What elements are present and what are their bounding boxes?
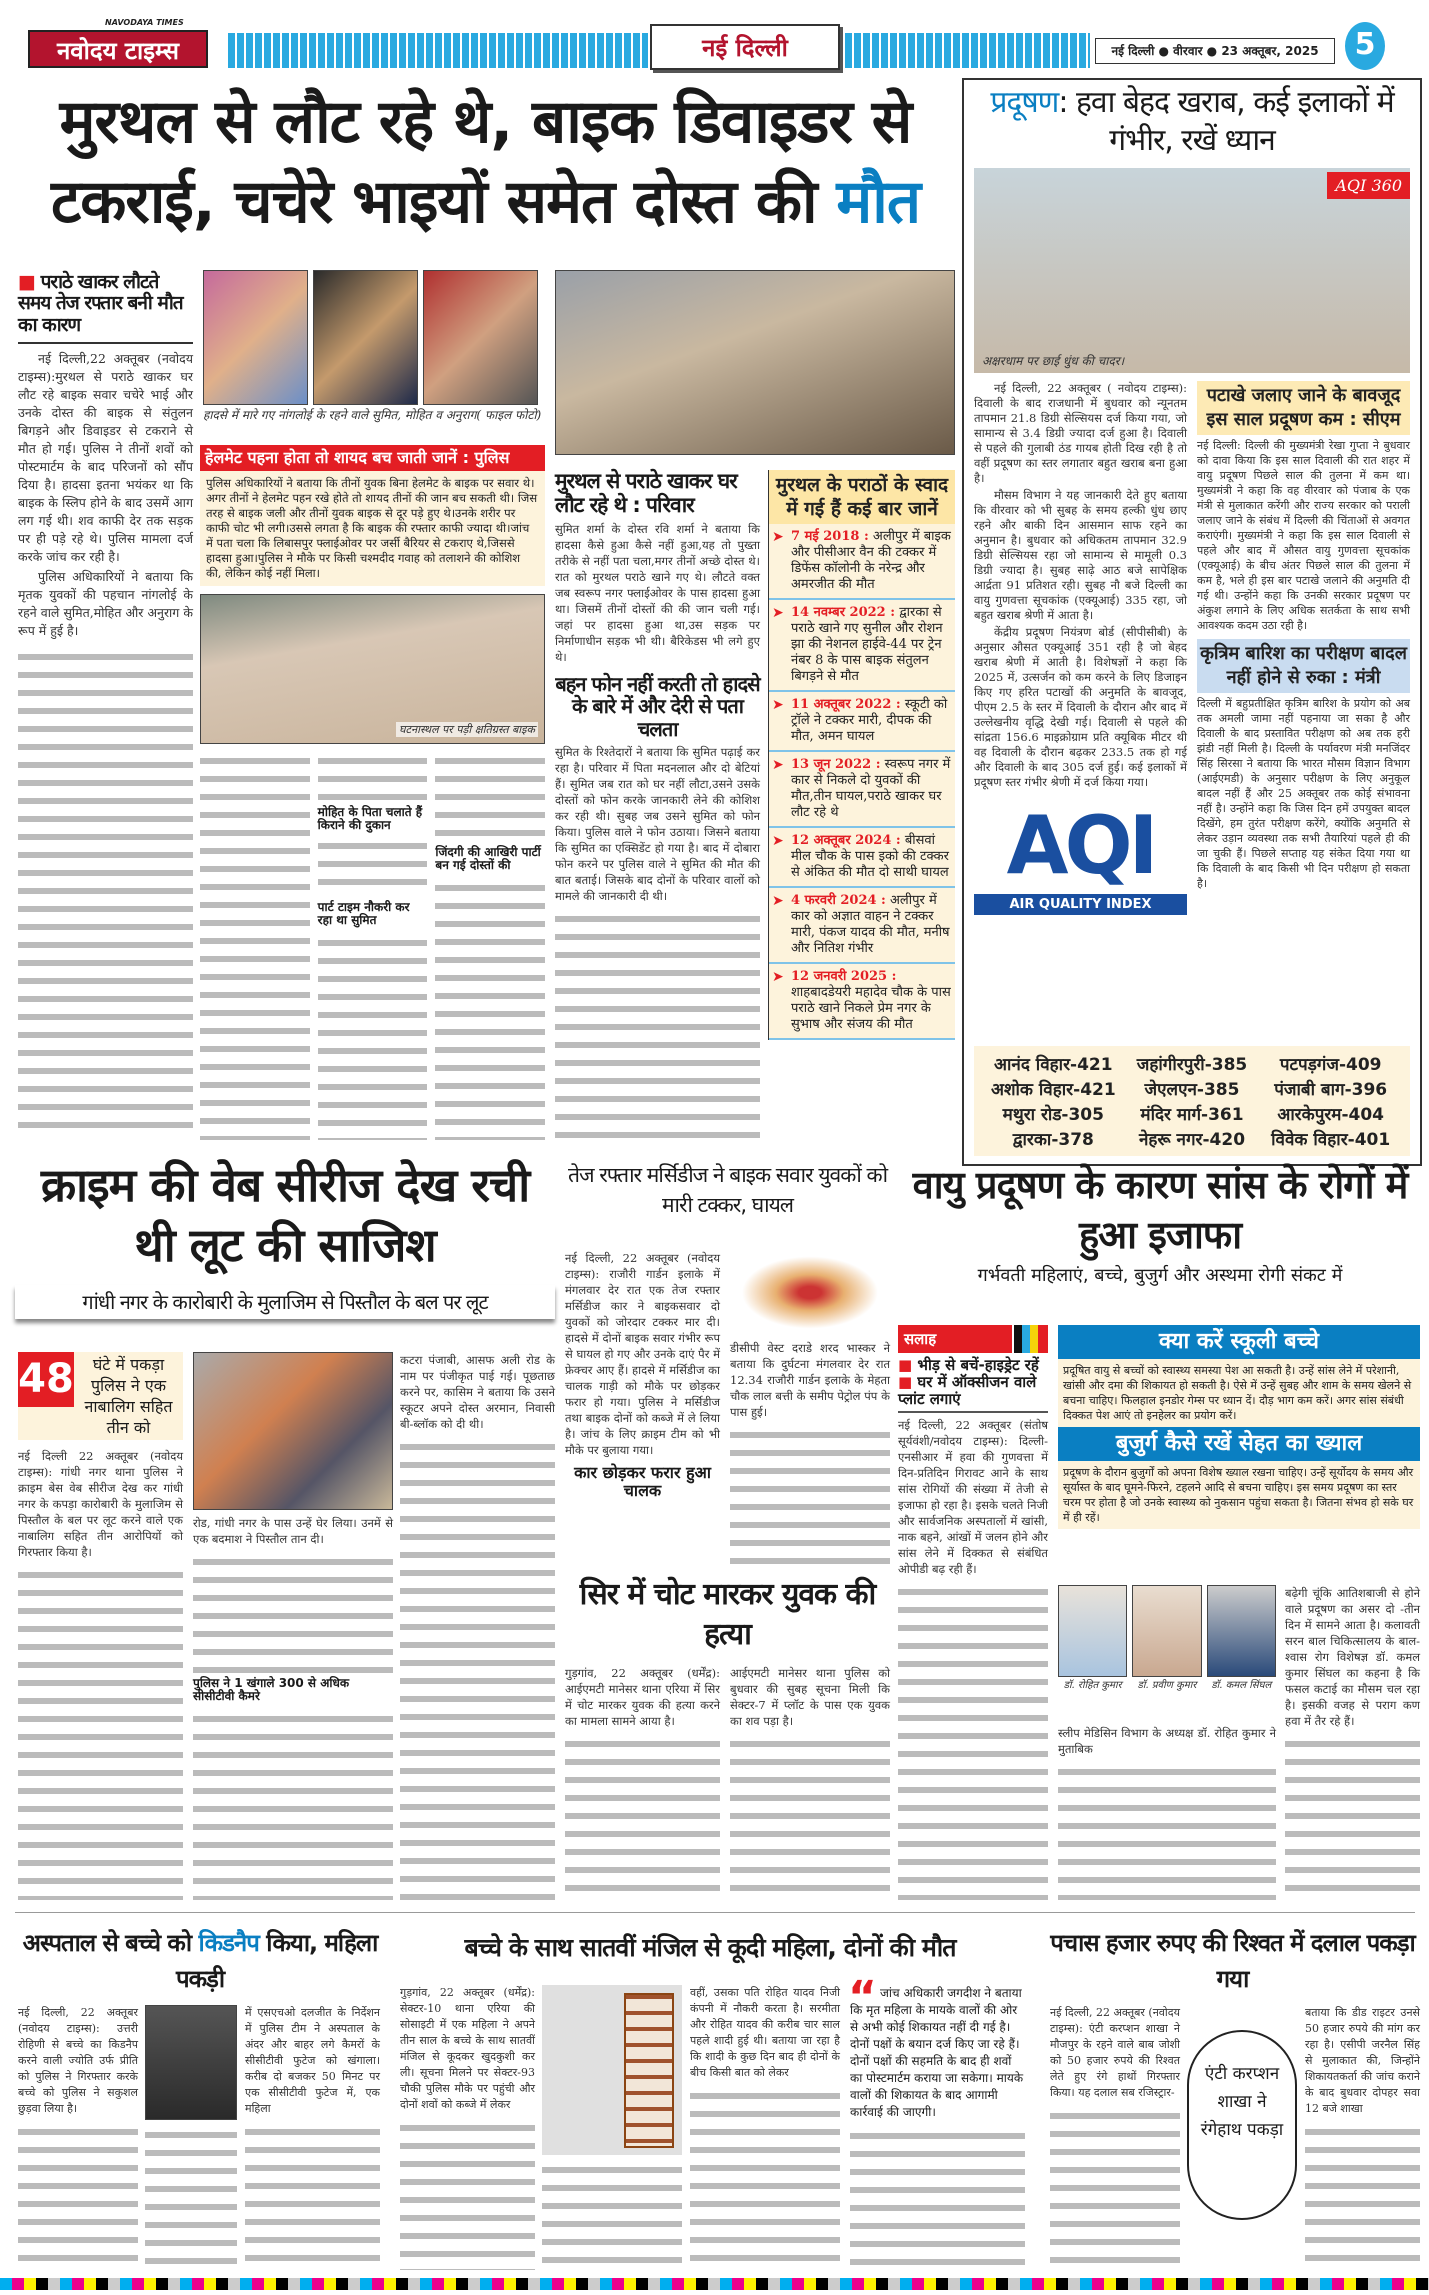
bribe-col1: [1050, 2005, 1180, 2270]
bribe-column: [1305, 2123, 1420, 2270]
advice-box: [898, 1325, 1048, 1900]
jump-column: [542, 2161, 682, 2270]
sister-body: सुमित के रिश्तेदारों ने बताया कि सुमित पढ़ाई कर रहा है। परिवार में पिता मदनलाल और दो बेटियां हैं। सुमित जब रात को घर नहीं लौटा,उसने उसके दोस्तों को फोन करके जानकारी लेने की कोशिश कर रही थी। सुबह जब उसने सुमित को फोन किया। पुलिस वाले ने फोन उठाया। जिसने बताया कि सुमित का एक्सिडेंट हो गया है। बाद में दोबारा फोन करने पर पुलिस वाले ने सुमित की मौत की बात बताई। जिसके बाद दोनों के परिवार वालों को मामले की जानकारी दी थी।: [555, 745, 760, 904]
rain-title: कृत्रिम बारिश का परीक्षण बादल नहीं होने से रुका : मंत्री: [1197, 639, 1410, 693]
health-body-2: बढ़ेगी चूंकि आतिशबाजी से होने वाले प्रदूषण का असर दो -तीन दिन में सामने आता है। कलावती सरन बाल चिकित्सालय के बाल-श्वास रोग विशेषज्ञ डॉ. कमल कुमार सिंघल का कहना है कि फसल कटाई का मौसम चल रहा है। इसकी वजह से पराग कण हवा में तैर रहे हैं।: [1285, 1586, 1420, 1728]
lead-column-text: [435, 879, 545, 1140]
lead-column: [200, 752, 310, 1140]
aqi-logo-sub: AIR QUALITY INDEX: [974, 894, 1187, 915]
lead-middle: [200, 445, 545, 1140]
crime-body: नई दिल्ली 22 अक्तूबर (नवोदय टाइम्स): गांधी नगर थाना पुलिस ने क्राइम बेस वेब सीरीज देख कर गांधी नगर के कपड़ा कारोबारी के मुलाजिम से पिस्तौल के बल पर लूट करने वाले एक नाबालिग सहित तीन आरोपियों को गिरफ्तार किया है।: [18, 1449, 183, 1559]
photo-damaged-bike: [200, 594, 545, 744]
timeline-date: 12 अक्तूबर 2024 :: [791, 833, 901, 848]
lead-headline-accent: मौत: [836, 167, 921, 237]
timeline-text: अलीपुर में बाइक और पीसीआर वैन की टक्कर में डिफेंस कॉलोनी के नरेन्द्र और अमरजीत की मौत: [791, 529, 951, 592]
dateline: नई दिल्ली ● वीरवार ● 23 अक्तूबर, 2025: [1095, 38, 1335, 64]
photo-arrested-woman: [145, 2005, 237, 2120]
advice-label: सलाह: [898, 1325, 1012, 1353]
kidnap-column: [245, 2123, 380, 2270]
timeline-item: [769, 600, 955, 692]
aqi-logo: [974, 798, 1187, 915]
lead-headline: [18, 82, 953, 242]
crime-column: [18, 1566, 183, 1900]
timeline-date: 4 फरवरी 2024 :: [791, 893, 886, 908]
jump-quote-text: जांच अधिकारी जगदीश ने बताया कि मृत महिला के मायके वालों की ओर से अभी कोई शिकायत नहीं दी गई है। दोनों पक्षों के बयान दर्ज किए जा रहे हैं। दोनों पक्षों की सहमति के बाद ही शवों का पोस्टमार्टम कराया जा सकेगा। मायके वालों की शिकायत के बाद आगामी कार्रवाई की जाएगी।: [850, 1986, 1024, 2119]
crime-column-3: [400, 1352, 555, 1900]
timeline-item: [769, 828, 955, 888]
divider: [15, 1912, 1415, 1913]
kidnap-col1: [18, 2005, 138, 2270]
tips-box: [1058, 1325, 1420, 1529]
page-number: 5: [1345, 22, 1385, 70]
mercedes-column: [730, 1426, 890, 1565]
doctor-photos: [1058, 1585, 1276, 1691]
bike-caption: घटनास्थल पर पड़ी क्षतिग्रस्त बाइक: [396, 722, 538, 737]
timeline-text: शाहबादडेयरी महादेव चौक के पास पराठे खाने निकले प्रेम नगर के सुभाष और संजय की मौत: [791, 985, 951, 1032]
pollution-columns: [964, 381, 1420, 915]
lead-column-text: [318, 752, 428, 802]
bribe-body: नई दिल्ली, 22 अक्तूबर (नवोदय टाइम्स): एंटी करप्शन शाखा ने मौजपुर के रहने वाले बाब जोशी को 50 हजार रुपये की रिश्वत लेते हुए रंगे हाथों गिरफ्तार किया। यह दलाल सब रजिस्ट्रार-: [1050, 2006, 1180, 2099]
arrow-icon: ➤: [772, 833, 784, 849]
aqi-readings: [974, 1046, 1410, 1156]
timeline-box: [768, 470, 955, 1040]
timeline-title: मुरथल के पराठों के स्वाद में गई हैं कई बार जानें: [769, 470, 955, 524]
pollution-body: नई दिल्ली, 22 अक्तूबर ( नवोदय टाइम्स): दिवाली के बाद राजधानी में बुधवार को न्यूनतम तापमान 21.8 डिग्री सेल्सियस दर्ज किया गया, जो सामान्य से 3.4 डिग्री ज्यादा दर्ज हुआ है। दिवाली से पहले की गुलाबी ठंड गायब होती दिख रही है तो वहीं प्रदूषण का स्तर लगातार बहुत खराब बना हुआ है। मौसम विभाग ने यह जानकारी देते हुए बताया कि वीरवार को भी सुबह के समय हल्की धुंध छाए रहने और बाकी दिन आसमान साफ रहने का अनुमान है। बुधवार को अधिकतम तापमान 32.9 डिग्री सेल्सियस रहा जो सामान्य से मामूली 0.3 डिग्री ज्यादा है। सुबह साढ़े आठ बजे सापेक्षिक आर्द्रता 91 प्रतिशत रही। सुबह नौ बजे दिल्ली का वायु गुणवत्ता सूचकांक (एक्यूआई) 335 रहा, जो बहुत खराब श्रेणी में आता है। केंद्रीय प्रदूषण नियंत्रण बोर्ड (सीपीसीबी) के अनुसार औसत एक्यूआई 351 रही है जो बेहद खराब श्रेणी में आती है। विशेषज्ञों ने कहा कि 2025 में, उत्सर्जन को कम करने के लिए डिजाइन किए गए हरित पटाखों की अनुमति के बावजूद, पीएम 2.5 के स्तर में दिवाली के दौरान और बाद में उल्लेखनीय वृद्धि देखी गई। दिवाली से पहले की सांद्रता 156.6 माइक्रोग्राम प्रति क्यूबिक मीटर थी वह दिवाली के दौरान बढ़कर 233.5 तक हो गई और दिवाली के बाद 305 दर्ज हुई। कई इलाकों में प्रदूषण स्तर गंभीर श्रेणी में दर्ज किया गया।: [974, 381, 1187, 789]
jump-body: गुड़गांव, 22 अक्तूबर (धर्मेंद्र): सेक्टर-10 थाना एरिया की सोसाइटी में एक महिला ने अपने तीन साल के बच्चे के साथ सातवीं मंजिल से कूदकर खुदकुशी कर ली। सूचना मिलने पर सेक्टर-93 चौकी पुलिस मौके पर पहुंची और दोनों शवों को कब्जे में लेकर: [400, 1986, 535, 2111]
timeline-date: 12 जनवरी 2025 :: [791, 969, 897, 984]
lead-subhead: ■ पराठे खाकर लौटते समय तेज रफ्तार बनी मौत का कारण: [18, 272, 193, 344]
timeline-item: [769, 692, 955, 752]
photo-doctor: [1132, 1585, 1201, 1677]
aqi-reading: मथुरा रोड-305: [1002, 1105, 1104, 1125]
aqi-reading: जेएलएन-385: [1144, 1080, 1240, 1100]
photo-sumit: [203, 270, 308, 405]
arrow-icon: ➤: [772, 697, 784, 713]
aqi-reading: मंदिर मार्ग-361: [1140, 1105, 1244, 1125]
timeline-text: स्कूटी को ट्रॉले ने टक्कर मारी, दीपक की मौत, अमन घायल: [791, 697, 948, 744]
mercedes-body-2: डीसीपी वेस्ट दराडे शरद भास्कर ने बताया कि दुर्घटना मंगलवार देर रात 12.34 राजौरी गार्डन इलाके के मेहता चौक लाल बत्ती के समीप पेट्रोल पंप के पास हुई।: [730, 1341, 890, 1419]
lead-headline-text: मुरथल से लौट रहे थे, बाइक डिवाइडर से टकराई, चचेरे भाइयों समेत दोस्त की: [50, 87, 912, 237]
timeline-date: 13 जून 2022 :: [791, 757, 881, 772]
crime-column: [193, 1553, 393, 1673]
timeline-item: [769, 524, 955, 600]
arrow-icon: ➤: [772, 893, 784, 909]
subhead-party: जिंदगी की आखिरी पार्टी बन गई दोस्तों की: [435, 845, 541, 873]
aqi-reading: नेहरू नगर-420: [1138, 1130, 1246, 1150]
jump-quote: [848, 1972, 1025, 2270]
health-col-right: [1285, 1585, 1420, 1900]
timeline-date: 14 नवम्बर 2022 :: [791, 605, 896, 620]
timeline-text: अलीपुर में कार को अज्ञात वाहन ने टक्कर मारी, पंकज यादव की मौत, मनीष और नितिश गंभीर: [791, 893, 950, 956]
crime-column-2: [193, 1352, 393, 1900]
aqi-badge: AQI 360: [1327, 172, 1410, 199]
timeline-text: स्वरूप नगर में कार से निकले दो युवकों की मौत,तीन घायल,पराठे खाकर घर लौट रहे थे: [791, 757, 951, 820]
color-registration-strip: [0, 2278, 1429, 2290]
crime-body-2: रोड, गांधी नगर के पास उन्हें घेर लिया। उनमें से एक बदमाश ने पिस्तौल तान दी।: [193, 1516, 393, 1546]
doctor-caption: डॉ. रोहित कुमार: [1063, 1680, 1122, 1691]
family-story: [555, 470, 760, 1140]
arrow-icon: ➤: [772, 757, 784, 773]
kidnap-col3: [245, 2005, 380, 2270]
jump-column: [400, 2119, 535, 2270]
timeline-item: [769, 964, 955, 1040]
health-body-3: स्लीप मेडिसिन विभाग के अध्यक्ष डॉ. रोहित कुमार ने मुताबिक: [1058, 1726, 1276, 1756]
kidnap-headline: अस्पताल से बच्चे को किडनैप किया, महिला पकड़ी: [22, 1929, 378, 1993]
arrow-icon: ➤: [772, 969, 784, 985]
kidnap-body: नई दिल्ली, 22 अक्तूबर (नवोदय टाइम्स): उत्तरी रोहिणी से बच्चे का किडनैप करने वाली ज्योति उर्फ प्रीति को पुलिस ने गिरफ्तार करके बच्चे को पुलिस ने सकुशल छुड़वा लिया है।: [18, 2006, 138, 2115]
subhead-sumit: पार्ट टाइम नौकरी कर रहा था सुमित: [317, 899, 410, 928]
health-headline: वायु प्रदूषण के कारण सांस के रोगों में हुआ इजाफा: [912, 1163, 1408, 1257]
health-column: [898, 1583, 1048, 1900]
photo-accused: [193, 1352, 393, 1510]
lead-body: नई दिल्ली,22 अक्तूबर (नवोदय टाइम्स):मुरथल से पराठे खाकर घर लौट रहे बाइक सवार चचेरे भाई और उनके दोस्त की बाइक से संतुलन बिगड़ने और डिवाइडर से टकराने से मौत हो गई। पुलिस ने तीनों शवों को पोस्टमार्टम के बाद परिजनों को सौंप दिया है। हादसा इतना भयंकर था कि बाइक के स्लिप होने के बाद उसमें आग लग गई थी। शव काफी देर तक सड़क पर ही पड़े रहे थे। पुलिस मामला दर्ज करके जांच कर रही है। पुलिस अधिकारियों ने बताया कि मृतक युवकों की पहचान नांगलोई के रहने वाले सुमित,मोहित और अनुराग के रूप में हुई है।: [18, 350, 193, 638]
photo-mohit: [313, 270, 418, 405]
mercedes-body: नई दिल्ली, 22 अक्तूबर (नवोदय टाइम्स): राजौरी गार्डन इलाके में मंगलवार देर रात एक तेज रफ्तार मर्सिडीज कार ने बाइकसवार दो युवकों को जोरदार टक्कर मार दी। हादसे में दोनों बाइक सवार गंभीर रूप से घायल हो गए और उनके दाएं पैर में फ्रेक्चर आए हैं। हादसे में मर्सिडीज का चालक गाड़ी को मौके पर छोड़कर फरार हो गया। पुलिस ने मर्सिडीज तथा बाइक दोनों को कब्जे में ले लिया है। जांच के लिए क्राइम टीम को भी मौके पर बुलाया गया।: [565, 1251, 720, 1457]
health-col-mid: [1058, 1725, 1276, 1900]
murder-col1: [565, 1665, 720, 1900]
jump-col2: [542, 1985, 682, 2270]
masthead-stripe: [845, 33, 1090, 68]
lead-column-text: [318, 837, 428, 897]
bribe-column: [1050, 2107, 1180, 2270]
kidnap-column: [18, 2123, 138, 2270]
health-column: [1285, 1735, 1420, 1900]
lead-column: [435, 752, 545, 1140]
crime-headline: क्राइम की वेब सीरीज देख रची थी लूट की साजिश: [40, 1158, 530, 1272]
crime-column: [400, 1438, 555, 1900]
timeline-text: द्वारका से पराठे खाने गए सुनील और रोशन झा की नेशनल हाईवे-44 पर ट्रेन नंबर 8 के पास बाइक संतुलन बिगड़ने से मौत: [791, 605, 943, 684]
mercedes-col1: [565, 1250, 720, 1565]
timeline-date: 11 अक्तूबर 2022 :: [791, 697, 901, 712]
aqi-reading: आरकेपुरम-404: [1277, 1105, 1385, 1125]
crime-subhead-cctv: पुलिस ने 1 खंगाले 300 से अधिक सीसीटीवी कैमरे: [193, 1676, 350, 1704]
murder-column: [565, 1735, 720, 1900]
timeline-item: [769, 888, 955, 964]
subhead-mohit: मोहित के पिता चलाते हैं किराने की दुकान: [317, 805, 423, 833]
lead-column-text: [200, 752, 310, 1140]
cm-story: [1197, 381, 1410, 915]
arrow-icon: ➤: [772, 529, 784, 545]
crime-badge: [18, 1352, 183, 1440]
kidnap-column: [145, 2126, 237, 2270]
health-subhead: गर्भवती महिलाएं, बच्चे, बुजुर्ग और अस्थमा रोगी संकट में: [977, 1265, 1343, 1286]
masthead-stripe: [228, 33, 648, 68]
pollution-left-column: [974, 381, 1187, 915]
cm-title: पटाखे जलाए जाने के बावजूद इस साल प्रदूषण कम : सीएम: [1197, 381, 1410, 435]
crime-subhead: गांधी नगर के कारोबारी के मुलाजिम से पिस्तौल के बल पर लूट: [15, 1285, 555, 1319]
crime-column-1: [18, 1352, 183, 1900]
advice-list: ■ भीड़ से बचें-हाइड्रेट रहें ■ घर में ऑक्सीजन वाले प्लांट लगाएं: [898, 1357, 1048, 1413]
cm-body: नई दिल्ली: दिल्ली की मुख्यमंत्री रेखा गुप्ता ने बुधवार को दावा किया कि इस साल दिवाली की रात शहर में वायु प्रदूषण पिछले साल की तुलना में कम था। मुख्यमंत्री ने कहा कि वह वीरवार को पंजाब के एक मंत्री से मुलाकात करेंगी और राज्य सरकार को पराली जलाए जाने के संबंध में दिल्ली की चिंताओं से अवगत कराएंगी। मुख्यमंत्री ने कहा कि इस साल दिवाली से पहले और बाद में औसत वायु गुणवत्ता सूचकांक (एक्यूआई) के बीच अंतर पिछले साल की तुलना में कम है, भले ही इस बार पटाखे जलाने की अनुमति दी गई थी। उन्होंने कहा कि उनकी सरकार प्रदूषण पर अंकुश लगाने के लिए अधिक सतर्कता के साथ सभी आवश्यक कदम उठा रही है।: [1197, 439, 1410, 632]
murder-col2: [730, 1665, 890, 1900]
elder-body: प्रदूषण के दौरान बुजुर्गों को अपना विशेष ख्याल रखना चाहिए। उन्हें सूर्योदय के समय और सूर्यास्त के बाद घूमने-फिरने, टहलने आदि से बचना चाहिए। इस समय प्रदूषण का स्तर चरम पर होता है जो उनके स्वास्थ्य को नुकसान पहुंचा सकता है। जितना संभव हो सके घर में ही रहें।: [1063, 1466, 1414, 1524]
kidnap-col2: [145, 2005, 237, 2270]
aqi-logo-text: AQI: [1006, 799, 1155, 892]
mercedes-col2: [730, 1250, 890, 1565]
jump-body-2: वहीं, उसका पति रोहित यादव निजी कंपनी में नौकरी करता है। सरमीता और रोहित यादव की करीब चार साल पहले शादी हुई थी। बताया जा रहा है कि शादी के कुछ दिन बाद ही दोनों के बीच किसी बात को लेकर: [690, 1986, 840, 2079]
jump-headline: बच्चे के साथ सातवीं मंजिल से कूदी महिला, दोनों की मौत: [464, 1933, 956, 1962]
accident-illustration: [730, 1250, 890, 1335]
badge-text: घंटे में पकड़ा पुलिस ने एक नाबालिग सहित तीन को: [84, 1355, 173, 1437]
family-body: सुमित शर्मा के दोस्त रवि शर्मा ने बताया कि हादसा कैसे हुआ कैसे नहीं हुआ,यह तो पुख्ता तरीके से नहीं पता चला,मगर तीनों अच्छे दोस्त थे। रात को मुरथल पराठे खाने गए थे। लौटते वक्त जब स्वरूप नगर फ्लाईओवर के पास हादसा हुआ था। जिसमें तीनों दोस्तों की की जान चली गई। जहां पर हादसा हुआ था,उस सड़क पर निर्माणाधीन सड़क भी थी। बैरिकेडस भी लगे हुए थे।: [555, 522, 760, 665]
doctor-caption: डॉ. कमल सिंघल: [1211, 1680, 1272, 1691]
helmet-title: हेलमेट पहना होता तो शायद बच जाती जानें : पुलिस: [200, 445, 545, 471]
aqi-reading: जहांगीरपुरी-385: [1136, 1055, 1248, 1075]
kids-body: प्रदूषित वायु से बच्चों को स्वास्थ्य समस्या पेश आ सकती है। उन्हें सांस लेने में परेशानी, खांसी और दमा की शिकायत हो सकती है। ऐसे में उन्हें सुबह और शाम के समय खेलने से बचना चाहिए। फिलहाल इनडोर गेम्स पर ध्यान दें। दौड़ भाग कम करें। अगर सांस संबंधी दिक्कत पेश आएं तो इनहेलर का प्रयोग करें।: [1063, 1364, 1412, 1422]
pollution-photo-caption: अक्षरधाम पर छाई धुंध की चादर।: [982, 354, 1125, 368]
photo-accident-site: [555, 270, 955, 455]
murder-body-2: आईएमटी मानेसर थाना पुलिस को बुधवार की सुबह सूचना मिली कि सेक्टर-7 में प्लॉट के पास एक युवक का शव पड़ा है।: [730, 1666, 890, 1728]
photo-anurag: [423, 270, 538, 405]
health-body: नई दिल्ली, 22 अक्तूबर (संतोष सूर्यवंशी/नवोदय टाइम्स): दिल्ली-एनसीआर में हवा की गुणवत्ता में दिन-प्रतिदिन गिरावट आने के साथ सांस रोगियों की संख्या में तेजी से इजाफा हो रहा है। इसके चलते निजी और सार्वजनिक अस्पतालों में खांसी, नाक बहने, आंखों में जलन होने और सांस लेने में दिक्कत से संबंधित ओपीडी बढ़ रही हैं।: [898, 1418, 1048, 1577]
bribe-headline: पचास हजार रुपए की रिश्वत में दलाल पकड़ा गया: [1050, 1929, 1415, 1993]
mercedes-headline: तेज रफ्तार मर्सिडीज ने बाइक सवार युवकों को मारी टक्कर, घायल: [567, 1163, 888, 1217]
murder-body: गुड़गांव, 22 अक्तूबर (धर्मेंद्र): आईएमटी मानेसर थाना एरिया में सिर में चोट मारकर युवक की हत्या करने का मामला सामने आया है।: [565, 1666, 720, 1728]
jump-col1: [400, 1985, 535, 2270]
crime-body-3: कटरा पंजाबी, आसफ अली रोड के नाम पर पंजीकृत पाई गई। पूछताछ करने पर, कासिम ने बताया कि उसने स्कूटर अपने दोस्त अरमान, निवासी बी-ब्लॉक को दी थी।: [400, 1353, 555, 1431]
timeline-text: बीसवां मील चौक के पास इको की टक्कर से अंकित की मौत दो साथी घायल: [791, 833, 949, 880]
lead-columns: [200, 752, 545, 1140]
jump-column: [850, 2127, 1025, 2270]
lead-column: [318, 752, 428, 1140]
photo-doctor: [1058, 1585, 1127, 1677]
timeline-list: [769, 524, 955, 1040]
aqi-reading: द्वारका-378: [1012, 1130, 1094, 1150]
rain-body: दिल्ली में बहुप्रतीक्षित कृत्रिम बारिश के प्रयोग को अब तक अमली जामा नहीं पहनाया जा सका है और दिवाली के बाद प्रस्तावित परीक्षण को अब तक हरी झंडी नहीं मिली है। दिल्ली के पर्यावरण मंत्री मनजिंदर सिंह सिरसा ने बताया कि भारत मौसम विज्ञान विभाग (आईएमडी) के अनुसार परीक्षण के लिए अनुकूल बादल नहीं हैं और 25 अक्तूबर तक कोई संभावना नहीं है। उन्होंने कहा कि जिस दिन हमें उपयुक्त बादल दिखेंगे, हम तुरंत परीक्षण करेंगे, क्योंकि अनुमति से लेकर उड़ान व्यवस्था तक सभी तैयारियां पहले ही की जा चुकी हैं। पिछले सप्ताह यह संकेत दिया गया था कि दिवाली के बाद किसी भी दिन परीक्षण हो सकता है।: [1197, 697, 1410, 890]
photo-akshardham-smog: [974, 168, 1410, 373]
murder-column: [730, 1735, 890, 1900]
sister-title: बहन फोन नहीं करती तो हादसे के बारे में और देरी से पता चलता: [555, 672, 760, 741]
aqi-reading: पंजाबी बाग-396: [1274, 1080, 1388, 1100]
crime-column: [193, 1710, 393, 1900]
lead-column-text: [435, 752, 545, 842]
health-column: [1058, 1763, 1276, 1900]
family-title: मुरथल से पराठे खाकर घर लौट रहे थे : परिवार: [555, 469, 737, 517]
lead-body-continued: [18, 648, 193, 1140]
newspaper-logo-english: NAVODAYA TIMES: [105, 18, 184, 27]
elder-title: बुजुर्ग कैसे रखें सेहत का ख्याल: [1058, 1427, 1420, 1461]
photo-caption: हादसे में मारे गए नांगलोई के रहने वाले सुमित, मोहित व अनुराग( फाइल फोटो): [203, 408, 542, 422]
bribe-col2: [1305, 2005, 1420, 2270]
aqi-reading: अशोक विहार-421: [990, 1080, 1116, 1100]
bribe-badge: एंटी करप्शन शाखा ने रंगेहाथ पकड़ा: [1187, 2030, 1297, 2220]
aqi-reading: विवेक विहार-401: [1271, 1130, 1391, 1150]
mercedes-subhead: कार छोड़कर फरार हुआ चालक: [574, 1463, 711, 1500]
bribe-body-2: बताया कि डीड राइटर उनसे 50 हजार रुपये की मांग कर रहा है। एसीपी जरनैल सिंह से मुलाकात की, जिन्होंने शिकायतकर्ता की जांच कराने के बाद बुधवार दोपहर सवा 12 बजे शाखा: [1305, 2006, 1420, 2115]
aqi-reading: आनंद विहार-421: [994, 1055, 1113, 1075]
pollution-title: प्रदूषण: हवा बेहद खराब, कई इलाकों में गंभीर, रखें ध्यान: [990, 85, 1394, 158]
newspaper-logo: नवोदय टाइम्स: [28, 30, 208, 68]
lead-column-text: [318, 934, 428, 1140]
pollution-box: [962, 78, 1422, 1166]
timeline-date: 7 मई 2018 :: [791, 529, 869, 544]
lead-bottom-text: [555, 910, 760, 1140]
quote-icon: “: [848, 1972, 877, 2023]
section-title: नई दिल्ली: [650, 24, 840, 70]
doctor-caption: डॉ. प्रवीण कुमार: [1137, 1680, 1197, 1691]
building-illustration: [542, 1985, 682, 2155]
photo-doctor: [1207, 1585, 1276, 1677]
murder-headline: सिर में चोट मारकर युवक की हत्या: [579, 1577, 876, 1652]
timeline-item: [769, 752, 955, 828]
kidnap-body-2: में एसएचओ दलजीत के निर्देशन में पुलिस टीम ने अस्पताल के अंदर और बाहर लगे कैमरों के सीसीटीवी फुटेज को खंगाला। करीब दो बजकर 50 मिनट पर एक सीसीटीवी फुटेज में, एक महिला: [245, 2006, 380, 2115]
aqi-reading: पटपड़गंज-409: [1279, 1055, 1382, 1075]
kids-title: क्या करें स्कूली बच्चे: [1058, 1325, 1420, 1359]
jump-col3: [690, 1985, 840, 2270]
helmet-box: [200, 445, 545, 586]
helmet-body: पुलिस अधिकारियों ने बताया कि तीनों युवक बिना हेलमेट के बाइक पर सवार थे। अगर तीनों ने हेलमेट पहन रखे होते तो शायद तीनों की जान बच सकती थी। जिस तरह से बाइक जली और तीनों युवक बाइक से दूर पड़े हुए थे।उनके शरीर पर काफी चोट भी लगी।उससे लगता है कि बाइक की रफ्तार काफी ज्यादा थी।जांच में पता चला कि लिबासपुर फ्लाईओवर पर जर्सी बैरियर से टकराए थे,जिससे हादसा हुआ।पुलिस ने मौके पर किसी चश्मदीद गवाह को तलाशने की कोशिश की, लेकिन कोई नहीं मिला।: [200, 471, 545, 586]
badge-number: 48: [18, 1352, 74, 1407]
arrow-icon: ➤: [772, 605, 784, 621]
lead-left-column: [18, 272, 193, 1140]
jump-column: [690, 2087, 840, 2270]
